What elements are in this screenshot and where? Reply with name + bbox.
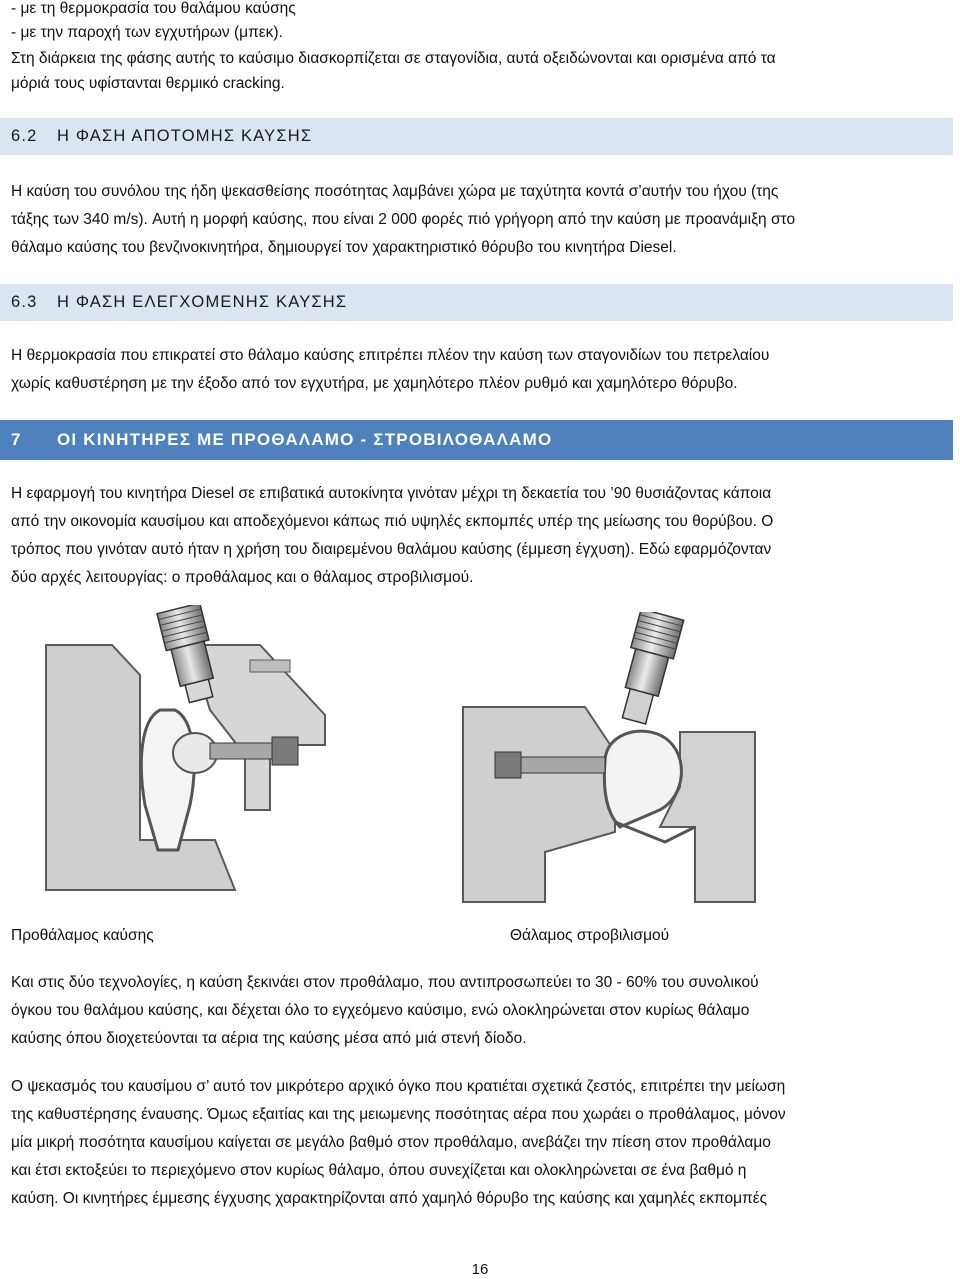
section-heading-6-2 xyxy=(0,118,953,155)
section-number: 6.3 xyxy=(11,293,38,311)
text-line: Και στις δύο τεχνολογίες, η καύση ξεκινάει στον προθάλαμο, που αντιπροσωπεύει το 30 - 60% του συνολικού xyxy=(11,974,759,991)
section-title: Η ΦΑΣΗ ΕΛΕΓΧΟΜΕΝΗΣ ΚΑΥΣΗΣ xyxy=(57,293,348,311)
text-line: και έτσι εκτοξεύει το περιεχόμενο στον κυρίως θάλαμο, όπου συνεχίζεται και ολοκληρώνεται σε ένα βαθμό η xyxy=(11,1162,747,1179)
text-line: θάλαμο καύσης του βενζινοκινητήρα, δημιουργεί τον χαρακτηριστικό θόρυβο του κινητήρα Diesel. xyxy=(11,239,677,256)
text-line: - με την παροχή των εγχυτήρων (μπεκ). xyxy=(11,24,283,41)
section-number: 6.2 xyxy=(11,127,38,145)
section-number: 7 xyxy=(11,430,22,449)
swirl-chamber-illustration xyxy=(455,612,775,912)
text-line: - με τη θερμοκρασία του θαλάμου καύσης xyxy=(11,0,296,17)
section-heading-6-3 xyxy=(0,284,953,321)
section-heading-7 xyxy=(0,420,953,460)
text-line: δύο αρχές λειτουργίας: ο προθάλαμος και ο θάλαμος στροβιλισμού. xyxy=(11,569,474,586)
text-line: Η θερμοκρασία που επικρατεί στο θάλαμο καύσης επιτρέπει πλέον την καύση των σταγονιδίων του πετρελαίου xyxy=(11,347,770,364)
section-title: ΟΙ ΚΙΝΗΤΗΡΕΣ ΜΕ ΠΡΟΘΑΛΑΜΟ - ΣΤΡΟΒΙΛΟΘΑΛΑΜΟ xyxy=(57,430,553,449)
text-line: τρόπος που γινόταν αυτό ήταν η χρήση του διαιρεμένου θαλάμου καύσης (έμμεση έγχυση). Εδώ εφαρμόζονταν xyxy=(11,541,772,558)
text-line: όγκου του θαλάμου καύσης, και δέχεται όλο το εγχεόμενο καύσιμο, ενώ ολοκληρώνεται στον κυρίως θάλαμο xyxy=(11,1002,750,1019)
section-title: Η ΦΑΣΗ ΑΠΟΤΟΜΗΣ ΚΑΥΣΗΣ xyxy=(57,127,313,145)
text-line: τάξης των 340 m/s). Αυτή η μορφή καύσης, που είναι 2 000 φορές πιό γρήγορη από την καύση με προανάμιξη στο xyxy=(11,211,796,228)
text-line: Ο ψεκασμός του καυσίμου σ’ αυτό τον μικρότερο αρχικό όγκο που κρατιέται σχετικά ζεστός, επιτρέπει την μείωση xyxy=(11,1078,786,1095)
figure-caption-left: Προθάλαμος καύσης xyxy=(11,927,154,944)
text-line: μόριά τους υφίστανται θερμικό cracking. xyxy=(11,75,285,92)
text-line: από την οικονομία καυσίμου και αποδεχόμενοι κάπως πιό υψηλές εκπομπές υπέρ της μείωσης του θορύβου. Ο xyxy=(11,513,774,530)
figure-caption-right: Θάλαμος στροβιλισμού xyxy=(510,927,670,944)
prechamber-illustration xyxy=(40,605,340,905)
text-line: της καθυστέρησης έναυσης. Όμως εξαιτίας και της μειωμενης ποσότητας αέρα που χωράει ο προθάλαμος, μόνον xyxy=(11,1106,786,1123)
text-line: Η καύση του συνόλου της ήδη ψεκασθείσης ποσότητας λαμβάνει χώρα με ταχύτητα κοντά σ’αυτήν του ήχου (της xyxy=(11,183,779,200)
text-line: Η εφαρμογή του κινητήρα Diesel σε επιβατικά αυτοκίνητα γινόταν μέχρι τη δεκαετία του ’90 θυσιάζοντας κάποια xyxy=(11,485,772,502)
text-line: καύση. Οι κινητήρες έμμεσης έγχυσης χαρακτηρίζονται από χαμηλό θόρυβο της καύσης και χαμηλές εκπομπές xyxy=(11,1190,768,1207)
text-line: καύσης όπου διοχετεύονται τα αέρια της καύσης μέσα από μιά στενή δίοδο. xyxy=(11,1030,527,1047)
text-line: Στη διάρκεια της φάσης αυτής το καύσιμο διασκορπίζεται σε σταγονίδια, αυτά οξειδώνονται και ορισμένα από τα xyxy=(11,50,776,67)
text-line: χωρίς καθυστέρηση με την έξοδο από τον εγχυτήρα, με χαμηλότερο πλέον ρυθμό και χαμηλότερο θόρυβο. xyxy=(11,375,738,392)
page-number: 16 xyxy=(471,1261,489,1278)
text-line: μία μικρή ποσότητα καυσίμου καίγεται σε μεγάλο βαθμό στον προθάλαμο, ανεβάζει την πίεση στον προθάλαμο xyxy=(11,1134,771,1151)
